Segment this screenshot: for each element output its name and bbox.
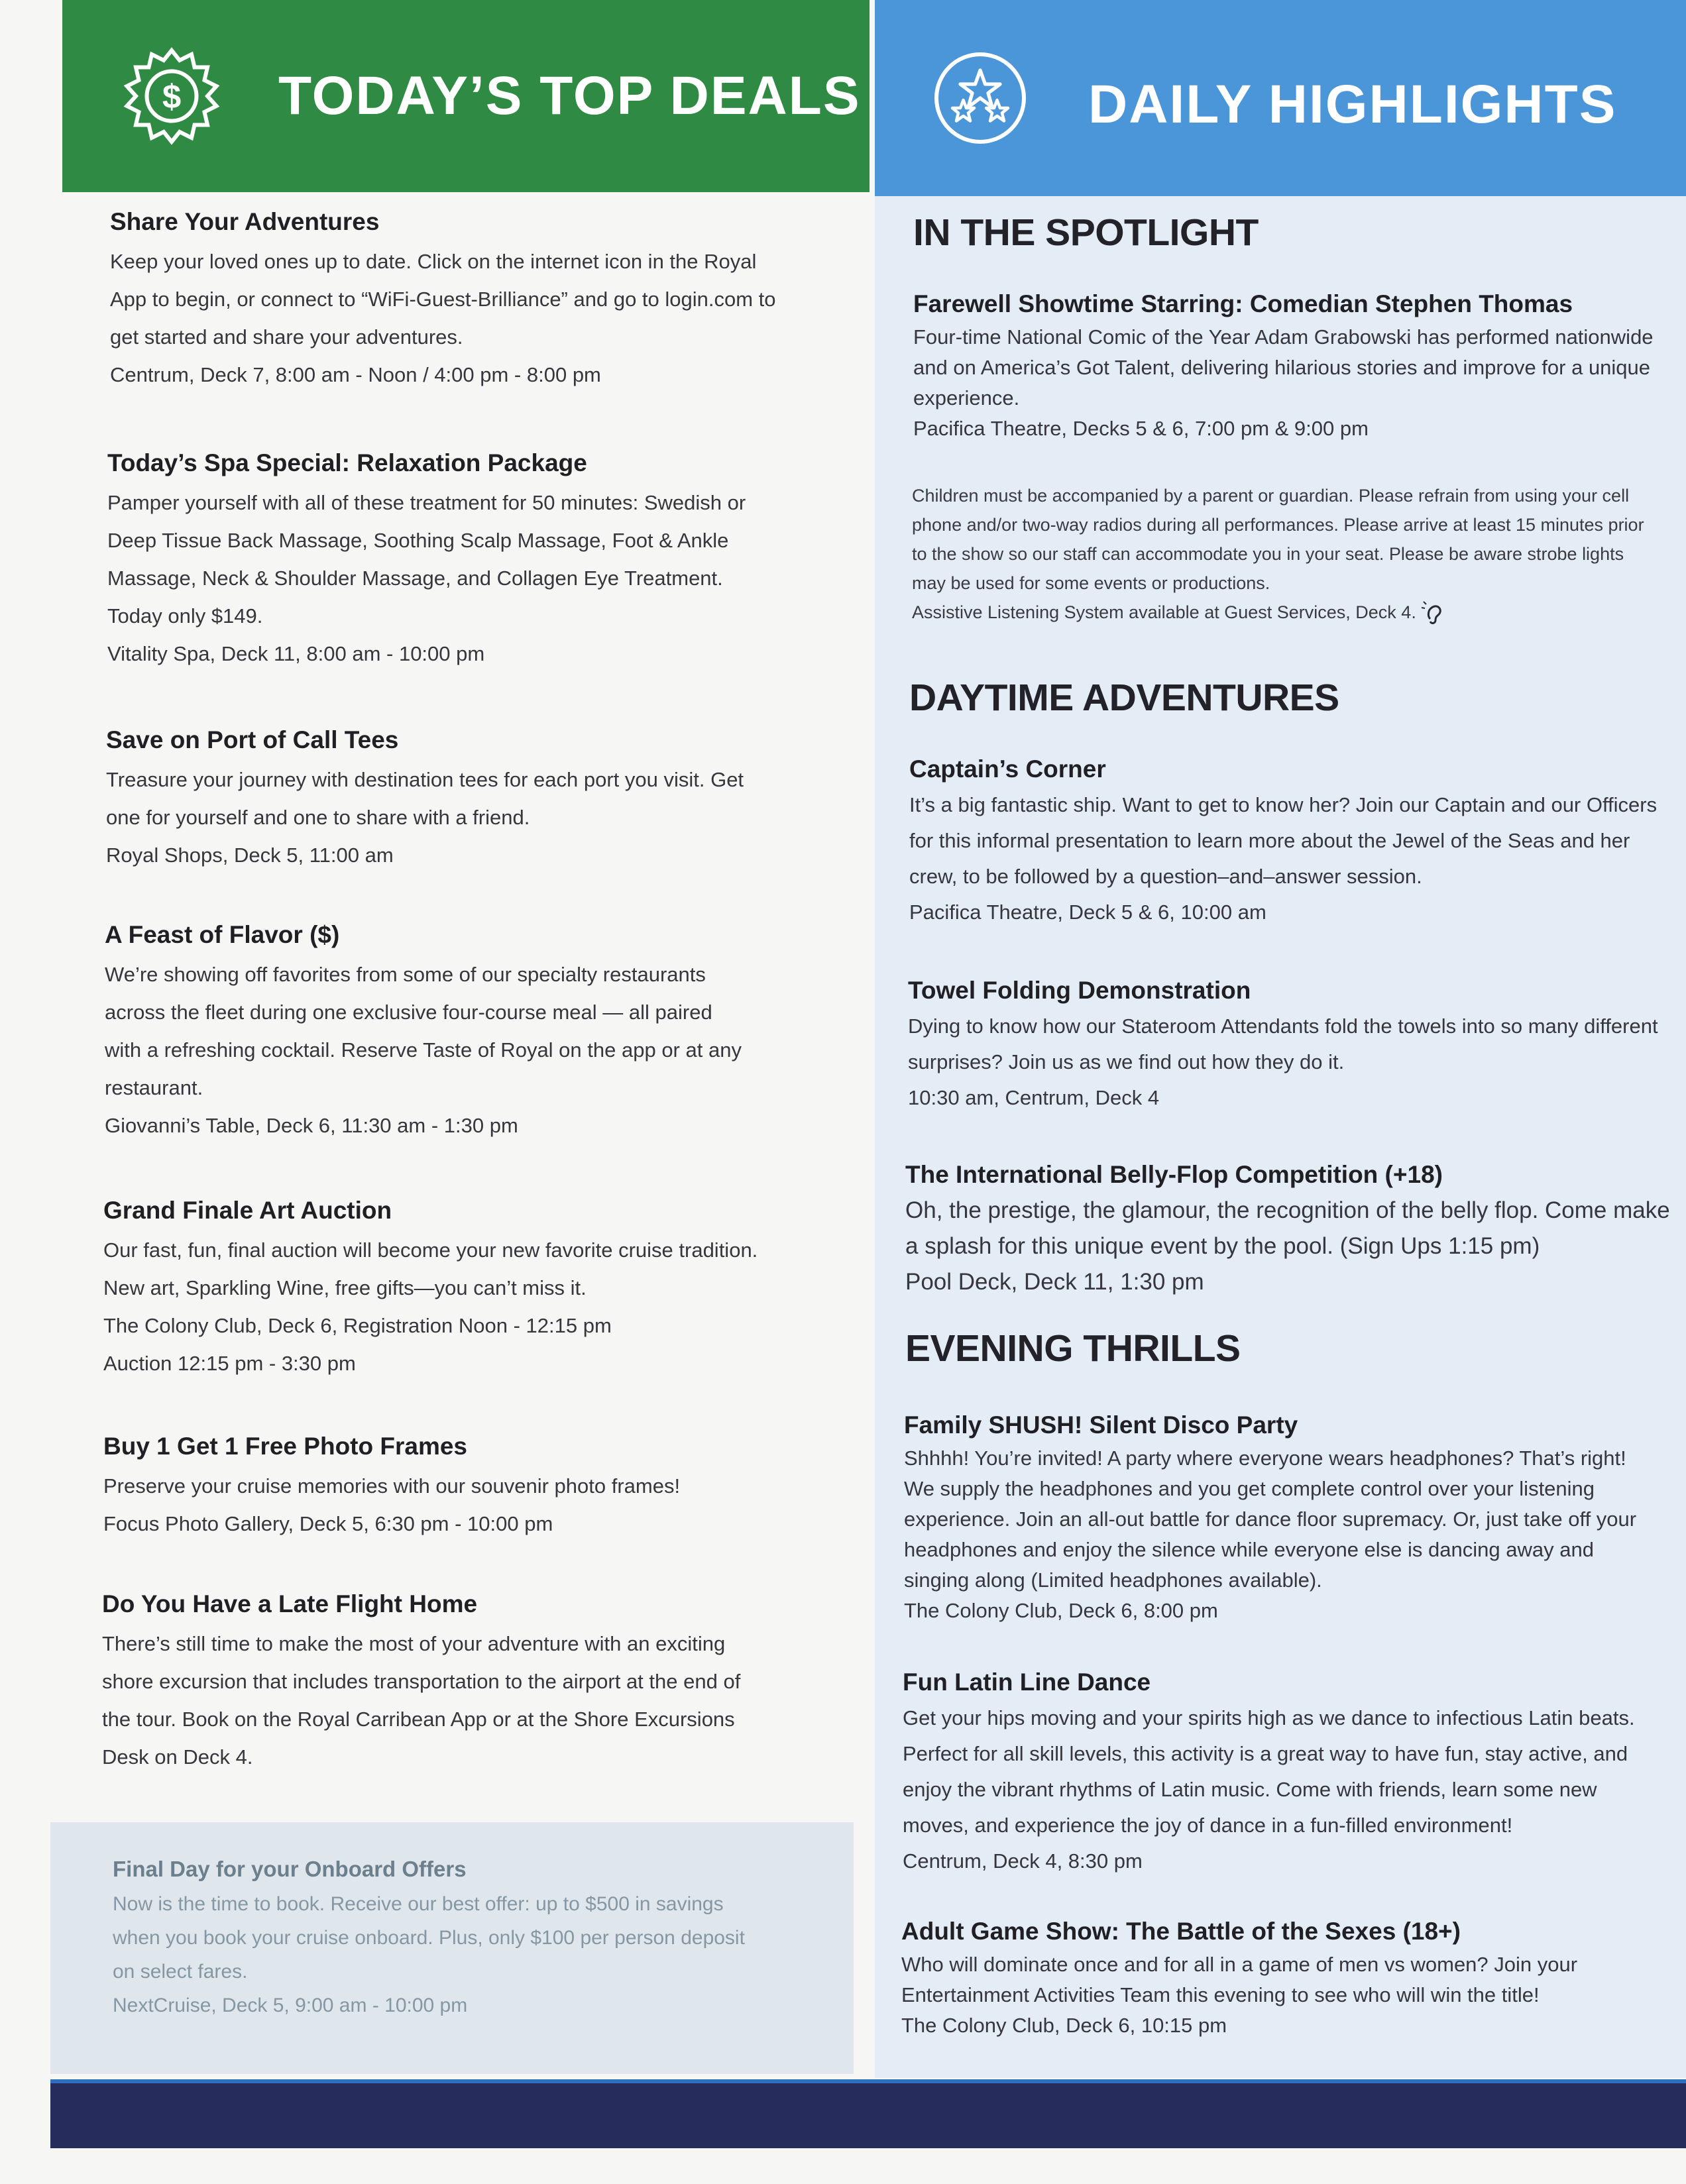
deal-title: Grand Finale Art Auction	[103, 1197, 392, 1224]
dollar-badge-icon	[122, 46, 221, 146]
event-title: Captain’s Corner	[909, 755, 1106, 783]
evening-section-title: EVENING THRILLS	[905, 1327, 1241, 1370]
deal-line: Preserve your cruise memories with our souvenir photo frames!	[103, 1474, 681, 1498]
deal-line: get started and share your adventures.	[110, 325, 463, 349]
event-farewell-showtime	[913, 290, 1682, 444]
spotlight-section-title: IN THE SPOTLIGHT	[913, 211, 1259, 254]
event-line: a splash for this unique event by the pool. (Sign Ups 1:15 pm)	[905, 1233, 1540, 1259]
fine-print-line: may be used for some events or productions.	[912, 573, 1270, 593]
offers-line: on select fares.	[113, 1961, 248, 1983]
top-deals-header	[62, 0, 870, 192]
deal-location: The Colony Club, Deck 6, Registration Noon - 12:15 pm	[103, 1314, 612, 1337]
event-line: We supply the headphones and you get complete control over your listening	[904, 1477, 1595, 1500]
event-line: and on America’s Got Talent, delivering hilarious stories and improve for a unique	[913, 356, 1651, 379]
event-title: Adult Game Show: The Battle of the Sexes (18+)	[901, 1918, 1461, 1945]
event-line: enjoy the vibrant rhythms of Latin music. Come with friends, learn some new	[903, 1778, 1597, 1801]
deal-line: the tour. Book on the Royal Carribean App or at the Shore Excursions	[102, 1708, 735, 1731]
deal-line: We’re showing off favorites from some of our specialty restaurants	[105, 963, 706, 986]
event-adult-game-show	[901, 1918, 1670, 2041]
deal-location: Giovanni’s Table, Deck 6, 11:30 am - 1:30 pm	[105, 1114, 518, 1137]
event-line: moves, and experience the joy of dance in a fun-filled environment!	[903, 1814, 1513, 1837]
event-silent-disco	[904, 1411, 1673, 1626]
svg-text:$: $	[162, 78, 182, 115]
daytime-section-title: DAYTIME ADVENTURES	[909, 677, 1339, 719]
event-line: experience. Join an all-out battle for dance floor supremacy. Or, just take off your	[904, 1507, 1637, 1531]
event-towel-folding	[908, 977, 1677, 1116]
fine-print-line: phone and/or two-way radios during all performances. Please arrive at least 15 minutes prior	[912, 515, 1644, 535]
deal-line: restaurant.	[105, 1076, 203, 1099]
event-title: Towel Folding Demonstration	[908, 977, 1251, 1004]
event-line: Oh, the prestige, the glamour, the recognition of the belly flop. Come make	[905, 1197, 1670, 1223]
deal-line: with a refreshing cocktail. Reserve Taste of Royal on the app or at any	[105, 1038, 742, 1062]
event-location: 10:30 am, Centrum, Deck 4	[908, 1086, 1160, 1109]
event-location: The Colony Club, Deck 6, 8:00 pm	[904, 1599, 1218, 1622]
deal-photo-frames	[103, 1433, 832, 1543]
footer-band	[50, 2083, 1686, 2148]
fine-print-line: to the show so our staff can accommodate you in your seat. Please be aware strobe lights	[912, 544, 1624, 564]
offers-location: NextCruise, Deck 5, 9:00 am - 10:00 pm	[113, 1994, 468, 2016]
deal-title: Do You Have a Late Flight Home	[102, 1590, 478, 1617]
offers-line: when you book your cruise onboard. Plus, only $100 per person deposit	[113, 1927, 745, 1949]
deal-line: There’s still time to make the most of your adventure with an exciting	[102, 1632, 726, 1655]
deal-line: Keep your loved ones up to date. Click on the internet icon in the Royal	[110, 250, 757, 273]
deal-line: Our fast, fun, final auction will become your new favorite cruise tradition.	[103, 1238, 758, 1262]
event-location: The Colony Club, Deck 6, 10:15 pm	[901, 2014, 1227, 2037]
event-latin-line-dance	[903, 1668, 1671, 1879]
event-location: Pool Deck, Deck 11, 1:30 pm	[905, 1269, 1204, 1295]
deal-line: Deep Tissue Back Massage, Soothing Scalp Massage, Foot & Ankle	[107, 529, 729, 552]
event-line: Entertainment Activities Team this evening to see who will win the title!	[901, 1983, 1540, 2006]
event-location: Pacifica Theatre, Deck 5 & 6, 10:00 am	[909, 901, 1266, 924]
deal-line: across the fleet during one exclusive four-course meal — all paired	[105, 1001, 712, 1024]
deal-line: Pamper yourself with all of these treatment for 50 minutes: Swedish or	[107, 491, 746, 514]
event-location: Pacifica Theatre, Decks 5 & 6, 7:00 pm & 9:00 pm	[913, 417, 1369, 440]
deal-line: Treasure your journey with destination tees for each port you visit. Get	[106, 768, 744, 791]
fine-print-line: Children must be accompanied by a parent or guardian. Please refrain from using your cell	[912, 486, 1630, 506]
deal-spa-special	[107, 449, 836, 673]
daily-highlights-title: DAILY HIGHLIGHTS	[1088, 74, 1617, 135]
event-title: Fun Latin Line Dance	[903, 1668, 1151, 1696]
deal-line: shore excursion that includes transportation to the airport at the end of	[102, 1670, 741, 1693]
deal-line: Desk on Deck 4.	[102, 1745, 253, 1769]
offers-title: Final Day for your Onboard Offers	[113, 1857, 467, 1881]
spotlight-fine-print	[912, 481, 1686, 627]
event-line: headphones and enjoy the silence while everyone else is dancing away and	[904, 1538, 1594, 1561]
event-line: singing along (Limited headphones available).	[904, 1568, 1322, 1592]
deal-port-tees	[106, 726, 835, 874]
event-line: Four-time National Comic of the Year Adam Grabowski has performed nationwide	[913, 325, 1654, 349]
deal-feast-of-flavor	[105, 921, 834, 1144]
event-line: Shhhh! You’re invited! A party where everyone wears headphones? That’s right!	[904, 1447, 1626, 1470]
event-line: experience.	[913, 386, 1020, 410]
ear-hearing-icon	[1421, 600, 1447, 627]
onboard-offers-box	[50, 1822, 854, 2074]
event-line: Get your hips moving and your spirits high as we dance to infectious Latin beats.	[903, 1706, 1635, 1729]
top-deals-title: TODAY’S TOP DEALS	[278, 66, 861, 126]
event-line: It’s a big fantastic ship. Want to get to know her? Join our Captain and our Officers	[909, 793, 1658, 816]
event-line: Perfect for all skill levels, this activity is a great way to have fun, stay active, and	[903, 1742, 1628, 1765]
deal-title: Share Your Adventures	[110, 208, 380, 235]
event-line: surprises? Join us as we find out how they do it.	[908, 1050, 1345, 1073]
event-title: Family SHUSH! Silent Disco Party	[904, 1411, 1298, 1439]
deal-title: Buy 1 Get 1 Free Photo Frames	[103, 1433, 468, 1460]
assistive-listening-text: Assistive Listening System available at Guest Services, Deck 4.	[912, 602, 1416, 622]
deal-title: Save on Port of Call Tees	[106, 726, 399, 753]
event-line: for this informal presentation to learn more about the Jewel of the Seas and her	[909, 829, 1630, 852]
event-line: Dying to know how our Stateroom Attendants fold the towels into so many different	[908, 1014, 1658, 1038]
deal-line: Today only $149.	[107, 604, 263, 628]
event-line: Who will dominate once and for all in a game of men vs women? Join your	[901, 1953, 1578, 1976]
deal-location: Centrum, Deck 7, 8:00 am - Noon / 4:00 pm - 8:00 pm	[110, 363, 601, 386]
deal-location: Vitality Spa, Deck 11, 8:00 am - 10:00 pm	[107, 642, 485, 665]
fine-print-line	[912, 598, 1686, 627]
deal-location: Focus Photo Gallery, Deck 5, 6:30 pm - 10:00 pm	[103, 1512, 553, 1535]
stars-circle-icon	[930, 48, 1030, 148]
deal-title: A Feast of Flavor ($)	[105, 921, 340, 948]
deal-late-flight	[102, 1590, 831, 1776]
offers-line: Now is the time to book. Receive our best offer: up to $500 in savings	[113, 1893, 724, 1915]
deal-location: Royal Shops, Deck 5, 11:00 am	[106, 844, 394, 867]
deal-line: New art, Sparkling Wine, free gifts—you can’t miss it.	[103, 1276, 587, 1299]
deal-line: one for yourself and one to share with a friend.	[106, 806, 530, 829]
event-location: Centrum, Deck 4, 8:30 pm	[903, 1849, 1143, 1873]
event-belly-flop	[905, 1161, 1674, 1300]
event-title: The International Belly-Flop Competition (+18)	[905, 1161, 1443, 1188]
event-captains-corner	[909, 755, 1678, 930]
deal-location: Auction 12:15 pm - 3:30 pm	[103, 1352, 356, 1375]
deal-art-auction	[103, 1197, 832, 1382]
daily-highlights-header	[875, 0, 1686, 196]
deal-line: Massage, Neck & Shoulder Massage, and Collagen Eye Treatment.	[107, 567, 723, 590]
event-line: crew, to be followed by a question–and–answer session.	[909, 865, 1422, 888]
deal-line: App to begin, or connect to “WiFi-Guest-Brilliance” and go to login.com to	[110, 288, 776, 311]
event-title: Farewell Showtime Starring: Comedian Stephen Thomas	[913, 290, 1573, 317]
deal-share-adventures	[110, 208, 839, 394]
deal-title: Today’s Spa Special: Relaxation Package	[107, 449, 587, 476]
